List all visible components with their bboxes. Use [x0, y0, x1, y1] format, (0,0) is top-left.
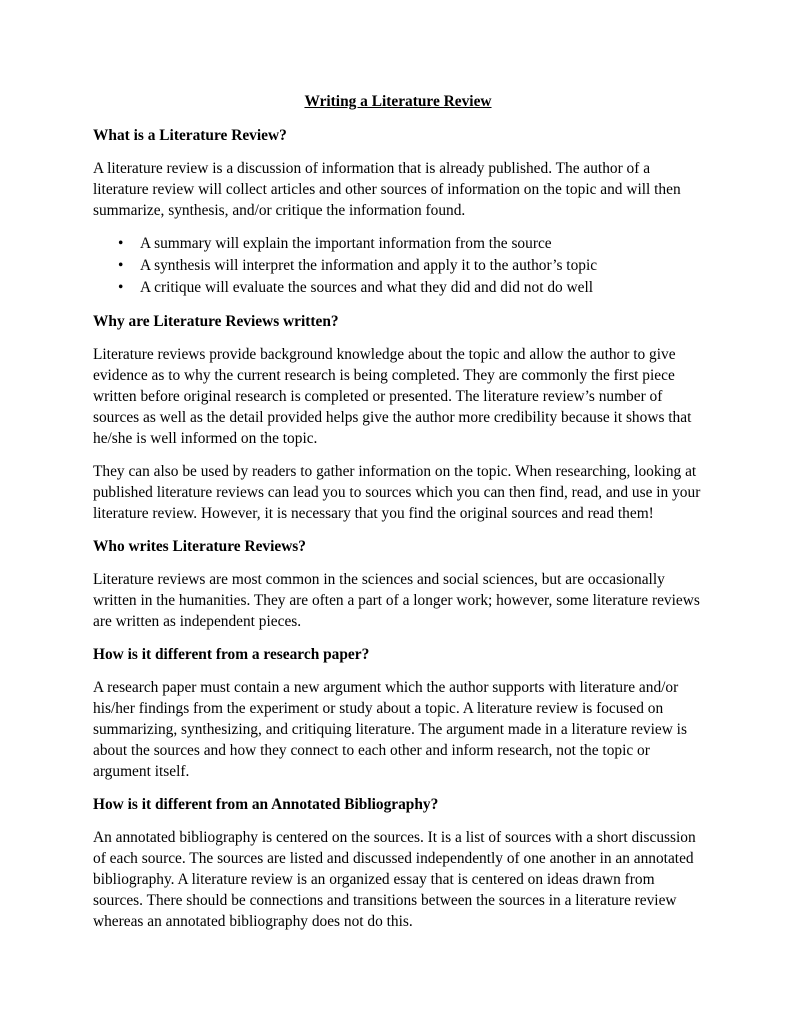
paragraph: They can also be used by readers to gather information on the topic. When researching, looking at published literature reviews can lead you to sources which you can then find, read, and use in your literature review. However, it is necessary that you find the original sources and read them! — [93, 463, 701, 522]
bullet-text: A summary will explain the important information from the source — [140, 235, 552, 252]
section-heading: Why are Literature Reviews written? — [93, 313, 339, 330]
bullet-list — [93, 233, 703, 299]
section-heading: What is a Literature Review? — [93, 127, 287, 144]
paragraph: Literature reviews provide background knowledge about the topic and allow the author to give evidence as to why the current research is being completed. They are commonly the first piece written before original research is completed or presented. The literature review’s number of sources as well as the detail provided helps give the author more credibility because it shows that he/she is well informed on the topic. — [93, 346, 692, 447]
bullet-icon: • — [118, 279, 124, 296]
bullet-icon: • — [118, 235, 124, 252]
bullet-icon: • — [118, 257, 124, 274]
document-title: Writing a Literature Review — [304, 93, 492, 110]
paragraph: A research paper must contain a new argument which the author supports with literature and/or his/her findings from the experiment or study about a topic. A literature review is focused on summarizing, synthesizing, and critiquing literature. The argument made in a literature review is about the sources and how they connect to each other and inform research, not the topic or argument itself. — [93, 679, 687, 780]
section-heading: Who writes Literature Reviews? — [93, 538, 306, 555]
section-vs-annotated-bibliography — [93, 794, 703, 932]
section-vs-research-paper — [93, 644, 703, 782]
bullet-text: A critique will evaluate the sources and what they did and did not do well — [140, 279, 594, 296]
section-why-written — [93, 311, 703, 524]
bullet-text: A synthesis will interpret the information and apply it to the author’s topic — [140, 257, 598, 274]
bullet-item — [93, 233, 703, 255]
paragraph: A literature review is a discussion of information that is already published. The author of a literature review will collect articles and other sources of information on the topic and will then summarize, synthesis, and/or critique the information found. — [93, 160, 681, 219]
section-what-is — [93, 125, 703, 299]
paragraph: An annotated bibliography is centered on the sources. It is a list of sources with a short discussion of each source. The sources are listed and discussed independently of one another in an annotated bibliography. A literature review is an organized essay that is centered on ideas drawn from sources. There should be connections and transitions between the sources in a literature review whereas an annotated bibliography does not do this. — [93, 829, 696, 930]
bullet-item — [93, 255, 703, 277]
bullet-item — [93, 277, 703, 299]
document-page — [93, 91, 703, 944]
section-heading: How is it different from a research paper? — [93, 646, 370, 663]
section-who-writes — [93, 536, 703, 632]
section-heading: How is it different from an Annotated Bibliography? — [93, 796, 439, 813]
paragraph: Literature reviews are most common in the sciences and social sciences, but are occasionally written in the humanities. They are often a part of a longer work; however, some literature reviews are written as independent pieces. — [93, 571, 700, 630]
